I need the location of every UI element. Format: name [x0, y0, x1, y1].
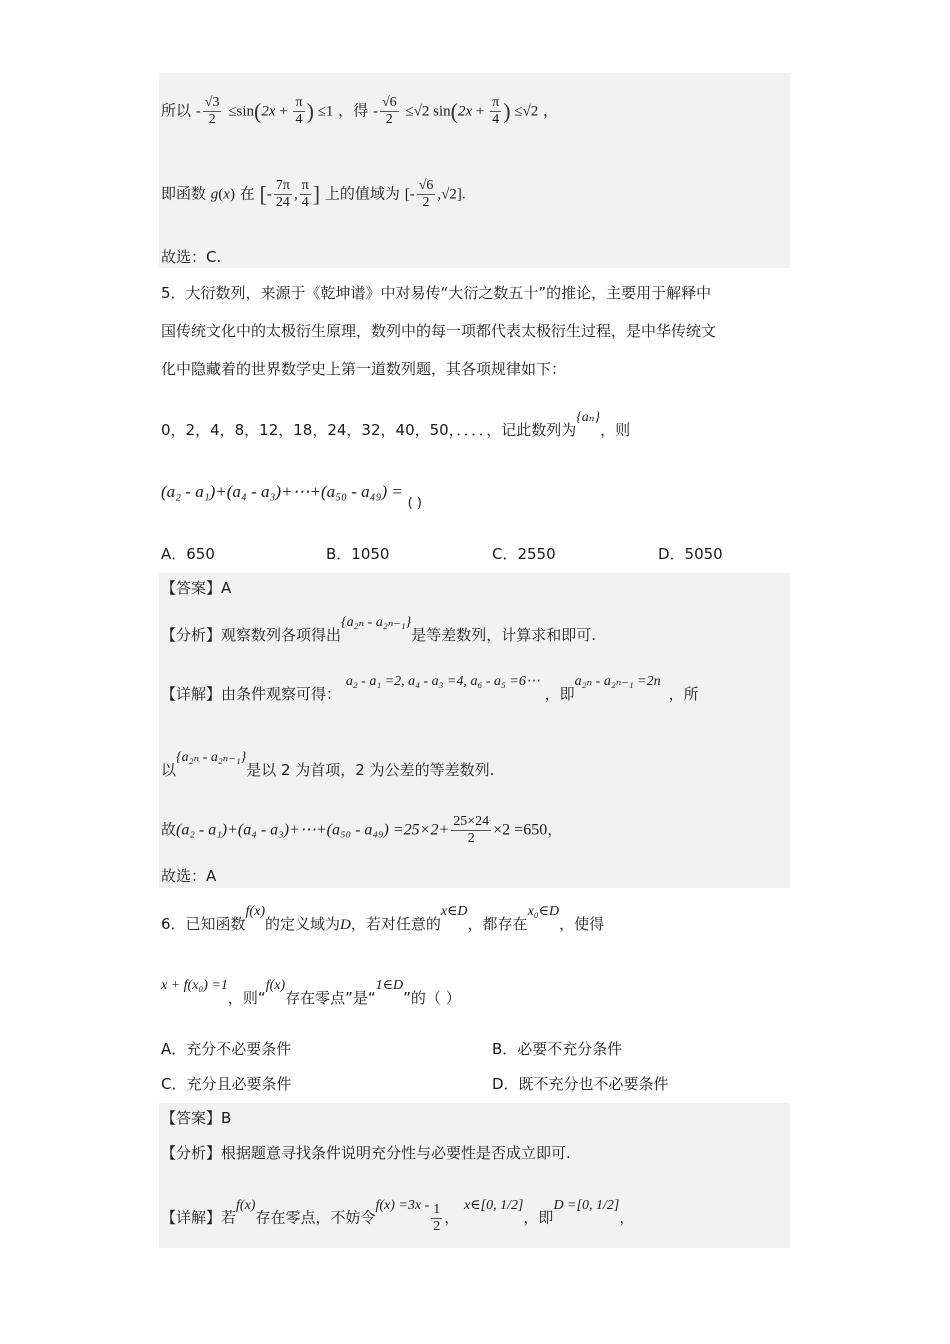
q5-option-c[interactable]: C．2550	[492, 545, 556, 563]
q5-stem-line-3: 化中隐藏着的世界数学史上第一道数列题，其各项规律如下：	[161, 360, 567, 378]
solution-line-1: 所以 - $\frac{√3}{2}$ ≤sin(2x + $\frac{\pi}{4}$ ) ≤1 ，得 - $\frac{√6}{2}$ ≤√2 sin(2x + $\frac{\pi}{4}$ ) ≤√2 ，	[161, 95, 559, 127]
q5-stem-line-1: 5．大衍数列，来源于《乾坤谱》中对易传“大衍之数五十”的推论，主要用于解释中	[161, 284, 712, 302]
q5-expression-line: (a₂ - a₁)+(a₄ - a₃)+⋯+(a₅₀ - a₄₉) = ( )	[161, 482, 422, 511]
q5-detail-2: 以{a₂ₙ - a₂ₙ₋₁}是以 2 为首项，2 为公差的等差数列.	[161, 750, 495, 779]
q5-analysis: 【分析】观察数列各项得出{a₂ₙ - a₂ₙ₋₁}是等差数列，计算求和即可.	[161, 615, 597, 644]
q6-option-a[interactable]: A．充分不必要条件	[161, 1040, 292, 1058]
solution-line-2: 即函数 g(x) 在 [- $\frac{7\pi}{24}$ , $\frac{\pi}{4}$ ] 上的值域为 [- $\frac{√6}{2}$ ,√2].	[161, 178, 466, 210]
q5-choice: 故选：A	[161, 867, 217, 885]
q6-stem-line-2: x + f(x₀) =1，则“f(x)存在零点”是“1∈D”的（ ）	[161, 978, 461, 1007]
q5-answer: 【答案】A	[161, 579, 232, 597]
q6-detail: 【详解】若f(x)存在零点，不妨令f(x) =3x - $\frac{1}{2}$ ， x∈[0, 1/2]，即D =[0, 1/2]，	[161, 1197, 635, 1234]
q6-option-b[interactable]: B．必要不充分条件	[492, 1040, 623, 1058]
q5-detail-1: 【详解】由条件观察可得： a₂ - a₁ =2, a₄ - a₃ =4, a₆ - a₅ =6⋯ ，即a₂ₙ - a₂ₙ₋₁ =2n，所	[161, 674, 699, 703]
q5-sequence-line: 0，2，4，8，12，18，24，32，40，50，．．．．，记此数列为{aₙ}，则	[161, 410, 631, 439]
q6-answer: 【答案】B	[161, 1109, 232, 1127]
q5-sum-line: 故(a₂ - a₁)+(a₄ - a₃)+⋯+(a₅₀ - a₄₉) =25×2+ $\frac{25\times 24}{2}$ ×2 =650，	[161, 814, 563, 846]
q5-option-a[interactable]: A．650	[161, 545, 215, 563]
q6-stem-line-1: 6．已知函数f(x)的定义域为D，若对任意的x∈D，都存在x₀∈D，使得	[161, 904, 605, 933]
q5-option-d[interactable]: D．5050	[658, 545, 723, 563]
q6-option-d[interactable]: D．既不充分也不必要条件	[492, 1075, 669, 1093]
q6-option-c[interactable]: C．充分且必要条件	[161, 1075, 292, 1093]
q5-option-b[interactable]: B．1050	[326, 545, 390, 563]
q6-analysis: 【分析】根据题意寻找条件说明充分性与必要性是否成立即可.	[161, 1144, 571, 1162]
sequence-name: {aₙ}	[576, 410, 601, 425]
solution-choice-q4: 故选：C.	[161, 248, 222, 266]
q5-stem-line-2: 国传统文化中的太极衍生原理，数列中的每一项都代表太极衍生过程，是中华传统文	[161, 322, 717, 340]
